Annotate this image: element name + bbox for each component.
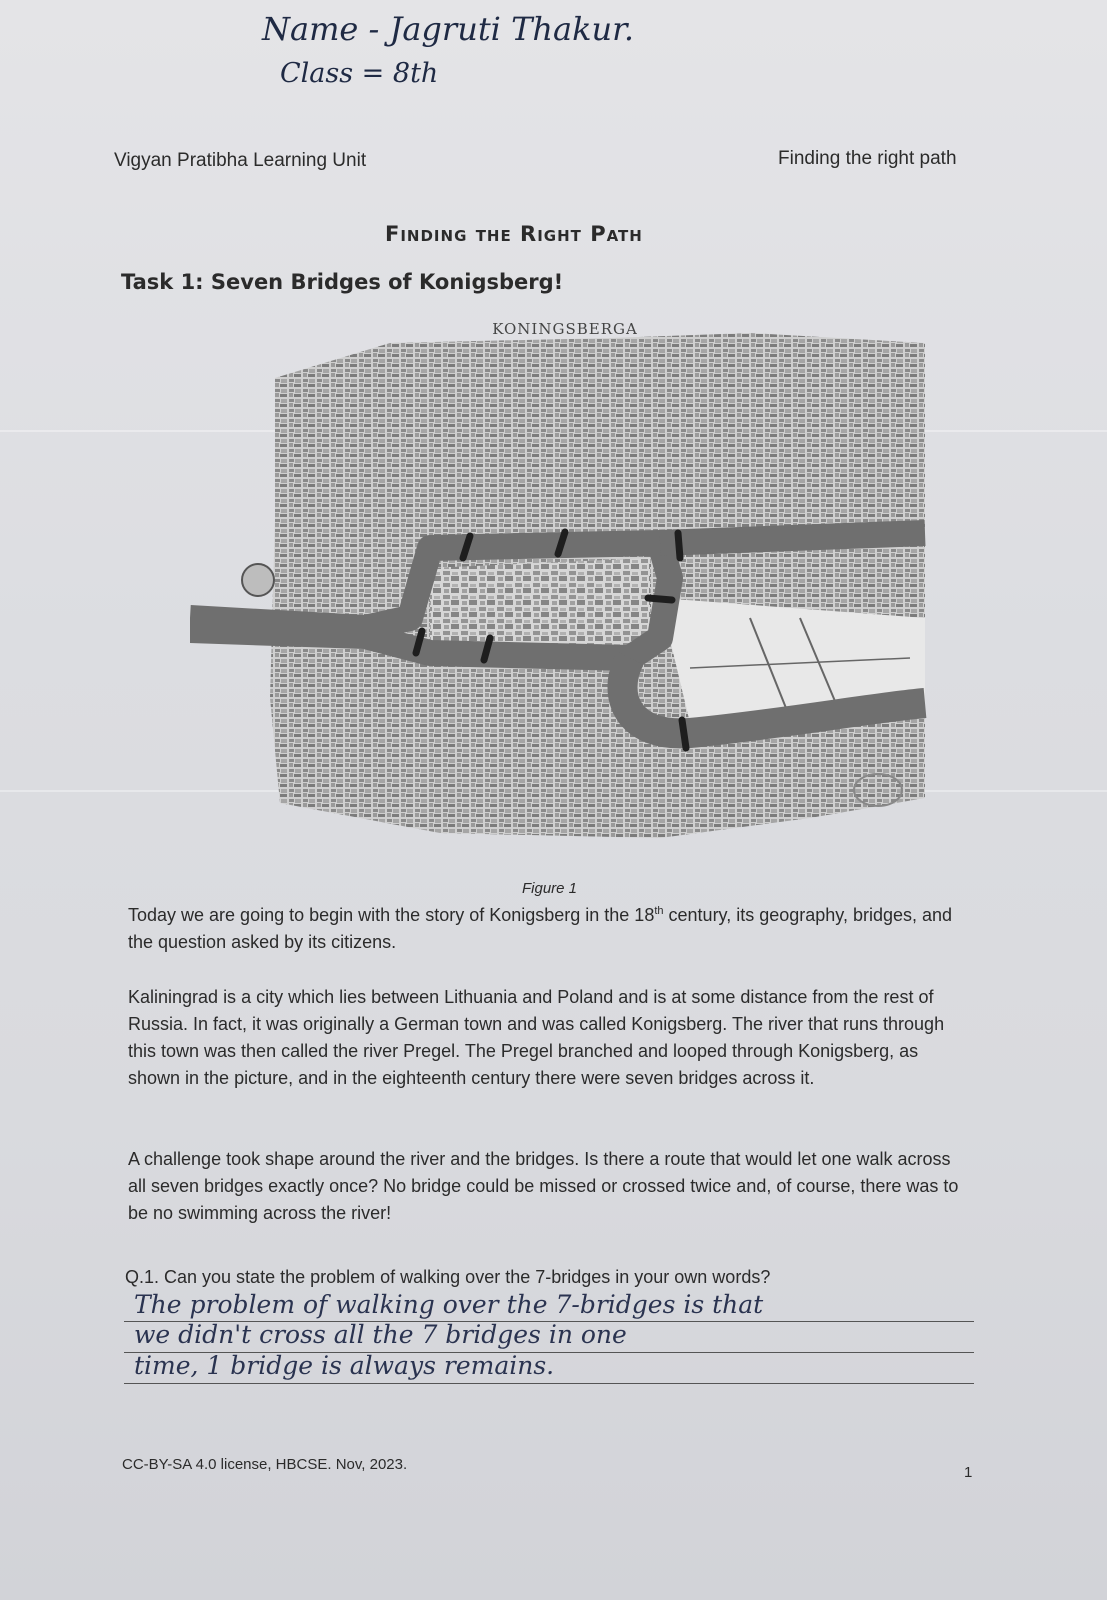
crest-icon bbox=[242, 564, 274, 596]
answer-line-3: time, 1 bridge is always remains. bbox=[134, 1351, 555, 1380]
intro-superscript: th bbox=[654, 905, 664, 917]
answer-line bbox=[124, 1383, 974, 1384]
answer-line-2: we didn't cross all the 7 bridges in one bbox=[134, 1320, 627, 1349]
answer-line-1: The problem of walking over the 7-bridges is that bbox=[134, 1290, 764, 1319]
challenge-paragraph: A challenge took shape around the river and the bridges. Is there a route that would let one walk across all seven bridges exactly once? No bridge could be missed or crossed twice and, of course, there was to be no swimming across the river! bbox=[128, 1149, 959, 1223]
river-north-branch bbox=[660, 533, 925, 543]
handwritten-class: Class = 8th bbox=[280, 58, 439, 89]
konigsberg-map bbox=[190, 318, 940, 858]
page-number: 1 bbox=[964, 1464, 973, 1481]
history-paragraph: Kaliningrad is a city which lies between Lithuania and Poland and is at some distance from the rest of Russia. In fact, it was originally a German town and was called Konigsberg. The river that runs through this town was then called the river Pregel. The Pregel branched and looped through Konigsberg, as shown in the picture, and in the eighteenth century there were seven bridges across it. bbox=[128, 987, 945, 1088]
island-kneiphof bbox=[430, 558, 650, 648]
task-title: Task 1: Seven Bridges of Konigsberg! bbox=[121, 270, 564, 294]
header-unit-topic: Finding the right path bbox=[778, 148, 957, 169]
figure-caption: Figure 1 bbox=[522, 880, 578, 897]
license-footer: CC-BY-SA 4.0 license, HBCSE. Nov, 2023. bbox=[122, 1456, 408, 1473]
intro-text-start: Today we are going to begin with the story of Konigsberg in the 18 bbox=[128, 905, 655, 925]
page-title: Finding the Right Path bbox=[385, 222, 643, 246]
intro-paragraph bbox=[128, 898, 973, 956]
handwritten-name: Name - Jagruti Thakur. bbox=[262, 10, 635, 48]
intro-text-end: century, its geography, bridges, and the question asked by its citizens. bbox=[128, 905, 953, 952]
map-title: KONINGSBERGA bbox=[492, 320, 638, 338]
header-unit-name: Vigyan Pratibha Learning Unit bbox=[114, 150, 367, 171]
question-text: Q.1. Can you state the problem of walking over the 7-bridges in your own words? bbox=[125, 1267, 771, 1287]
